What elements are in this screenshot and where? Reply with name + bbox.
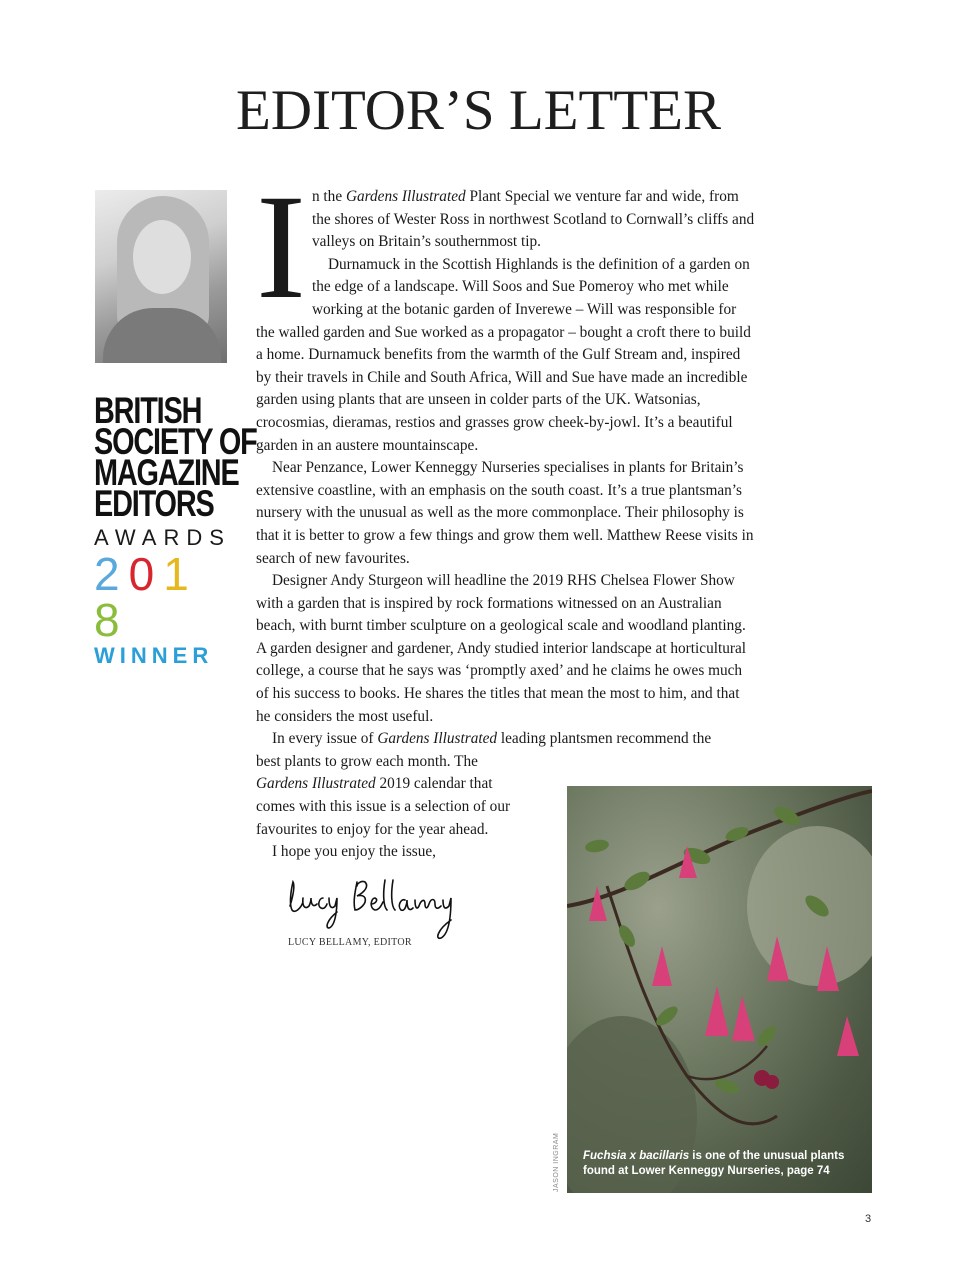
rich-text [312,188,754,250]
letter-closing: I hope you enjoy the issue, [272,843,436,861]
caption-species: Fuchsia x bacillaris [583,1150,690,1162]
text-run: best plants to grow each month. The [256,752,478,770]
signature-caption: LUCY BELLAMY, EDITOR [288,937,412,948]
letter-paragraph [256,164,756,330]
page-number: 3 [865,1213,872,1225]
letter-paragraph: Durnamuck in the Scottish Highlands is the definition of a garden on the edge of a landscape. Will Soos and Sue Pomeroy who met while working at the botanic garden of Inverewe – Will was responsible for the walled garden and Sue worked as a propagator – bought a croft there to build a home. Durnamuck benefits from the warmth of the Gulf Stream and, inspired by their travels in Chile and South Africa, Will and Sue have made an incredible garden using plants that are unseen in colder parts of the UK. Watsonias, crocosmias, dieramas, restios and grasses grow cheek-by-jowl. It’s a beautiful garden in an austere mountainscape. [256,255,751,454]
year-digit: 1 [163,548,198,600]
year-digit: 0 [128,548,164,600]
badge-year [94,548,230,646]
badge-winner: WINNER [94,643,214,668]
italic-title: Gardens Illustrated [345,188,466,205]
editor-signature [285,868,485,948]
editor-portrait [95,190,227,363]
bsme-award-badge [94,390,257,669]
year-digit: 8 [94,594,129,646]
rich-text-line [256,728,756,751]
fuchsia-illustration [567,786,872,1193]
badge-line: EDITORS [94,483,214,524]
year-digit: 2 [94,548,129,600]
text-run: 2019 calendar that [375,775,493,793]
badge-line: BRITISH [94,390,202,431]
letter-paragraph: Near Penzance, Lower Kenneggy Nurseries specialises in plants for Britain’s extensive coastline, with an emphasis on the south coast. It’s a true plantsman’s nursery with the unusual as well as the more commonplace. Their philosophy is that it is better to grow a few things and grow them well. Matthew Reese visits in search of new favourites. [256,459,754,567]
text-run: n the [311,188,346,205]
drop-cap: I [256,164,306,330]
caption-text: is one of the unusual plants found at Lower Kenneggy Nurseries, page 74 [583,1150,845,1177]
fuchsia-photo [567,786,872,1193]
letter-body [256,164,756,864]
text-run: comes with this issue is a selection of our [256,798,511,816]
text-run: leading plantsmen recommend the [497,730,712,748]
italic-title: Gardens Illustrated [377,730,498,748]
photo-credit: JASON INGRAM [553,1132,560,1192]
badge-line: MAGAZINE [94,452,239,493]
text-run: In every issue of [272,730,378,748]
photo-caption [583,1149,863,1179]
page-title: EDITOR’S LETTER [236,79,721,142]
badge-awards: AWARDS [94,525,231,550]
badge-line: SOCIETY OF [94,421,257,462]
letter-paragraph: Designer Andy Sturgeon will headline the 2019 RHS Chelsea Flower Show with a garden that is inspired by rock formations witnessed on an Australian beach, with burnt timber sculpture on a geological scale and woodland planting. A garden designer and gardener, Andy studied interior landscape at horticultural college, a course that he says was ‘promptly axed’ and he claims he owes much of his success to books. He shares the titles that mean the most to him, and that he considers the most useful. [256,572,747,725]
italic-title: Gardens Illustrated [256,775,376,793]
rich-text-line [256,751,756,774]
text-run: Plant Special we venture far and wide, from the shores of Wester Ross in northwest Scotland to Cornwall’s cliffs and valleys on Britain’s southernmost tip. [311,188,755,251]
text-run: favourites to enjoy for the year ahead. [256,820,489,838]
